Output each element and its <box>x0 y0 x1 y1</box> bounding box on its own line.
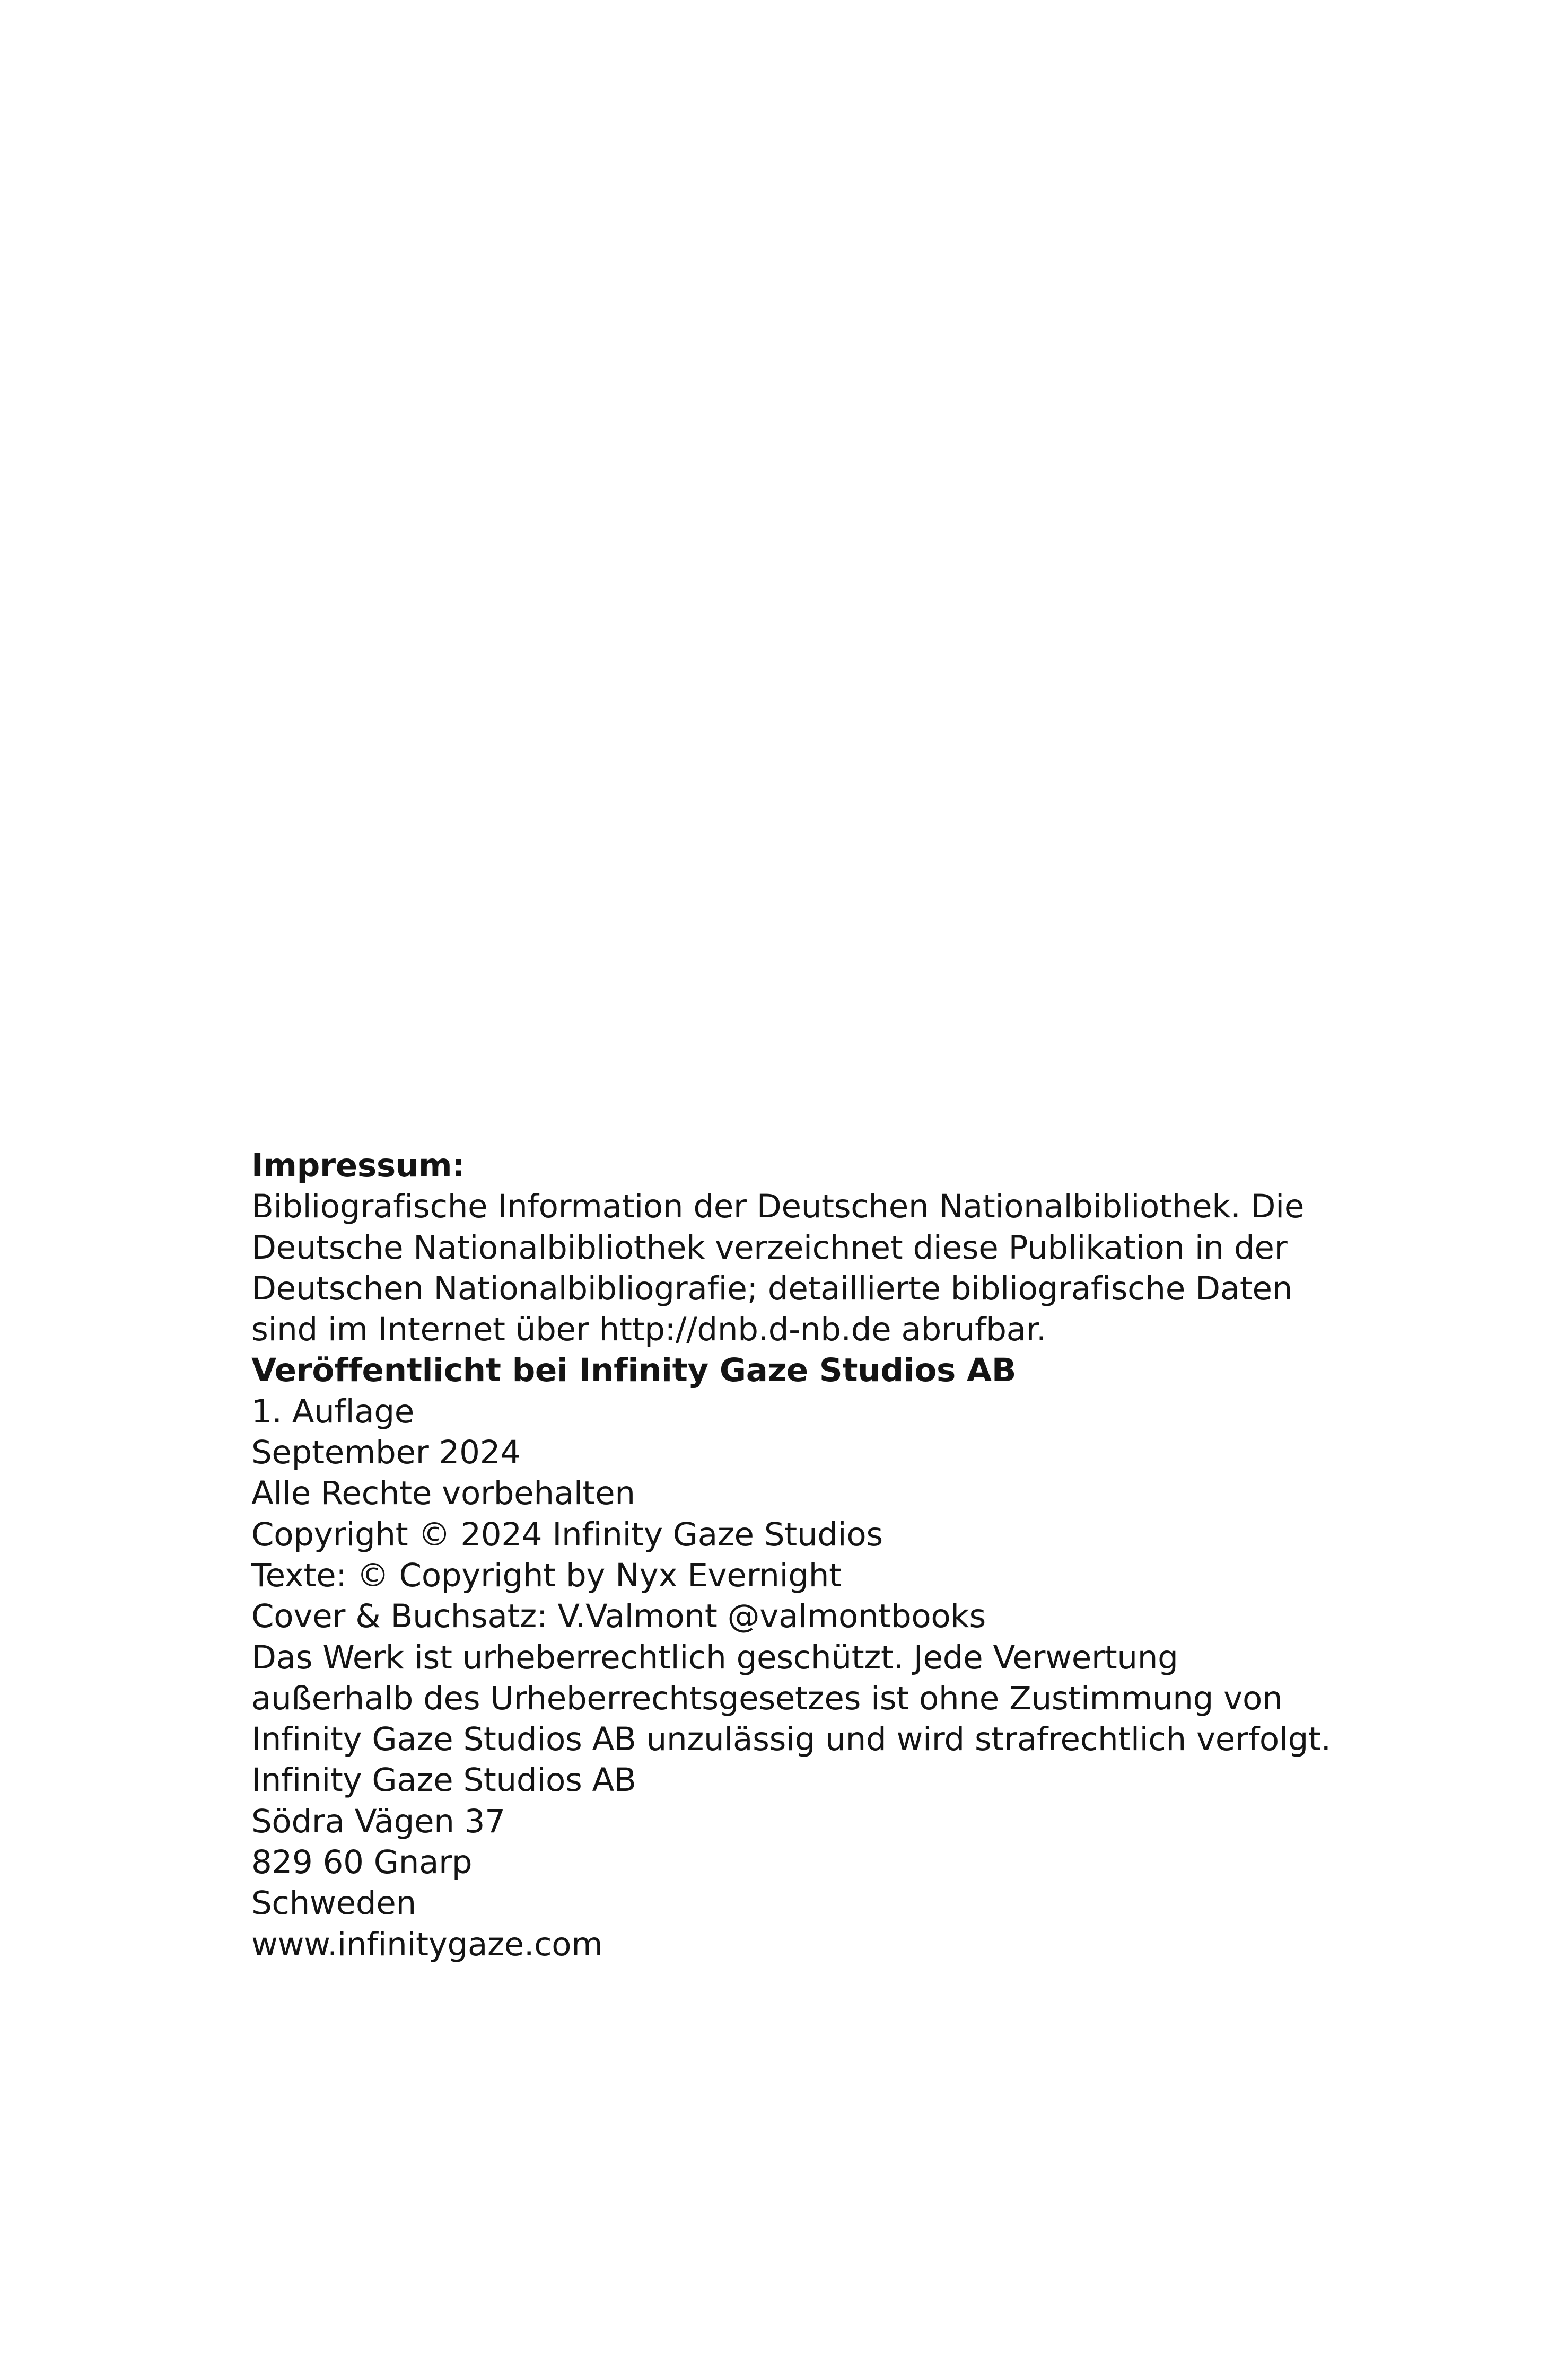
imprint-block <box>251 1145 1397 1965</box>
address-country: Schweden <box>251 1884 416 1922</box>
address-street: Södra Vägen 37 <box>251 1802 505 1840</box>
legal-notice-line: außerhalb des Urheberrechtsgesetzes ist ohne Zustimmung von <box>251 1679 1283 1717</box>
imprint-heading: Impressum: <box>251 1147 465 1184</box>
publication-date: September 2024 <box>251 1434 521 1472</box>
dnb-notice-line: Bibliografische Information der Deutschen Nationalbibliothek. Die <box>251 1188 1305 1226</box>
dnb-notice-line: sind im Internet über http://dnb.d-nb.de abrufbar. <box>251 1311 1047 1349</box>
texts-credit: Texte: © Copyright by Nyx Evernight <box>251 1556 842 1594</box>
copyright-notice: Copyright © 2024 Infinity Gaze Studios <box>251 1515 883 1553</box>
address-company: Infinity Gaze Studios AB <box>251 1761 636 1799</box>
rights-notice: Alle Rechte vorbehalten <box>251 1474 635 1513</box>
publisher-line: Veröffentlicht bei Infinity Gaze Studios AB <box>251 1351 1017 1390</box>
cover-credit: Cover & Buchsatz: V.Valmont @valmontbooks <box>251 1597 986 1636</box>
legal-notice-line: Infinity Gaze Studios AB unzulässig und wird strafrechtlich verfolgt. <box>251 1720 1331 1759</box>
dnb-notice-line: Deutsche Nationalbibliothek verzeichnet diese Publikation in der <box>251 1228 1288 1267</box>
dnb-notice-line: Deutschen Nationalbibliografie; detaillierte bibliografische Daten <box>251 1269 1293 1307</box>
address-postal-city: 829 60 Gnarp <box>251 1843 473 1882</box>
edition: 1. Auflage <box>251 1392 415 1430</box>
website: www.infinitygaze.com <box>251 1925 603 1963</box>
legal-notice-line: Das Werk ist urheberrechtlich geschützt. Jede Verwertung <box>251 1638 1178 1676</box>
